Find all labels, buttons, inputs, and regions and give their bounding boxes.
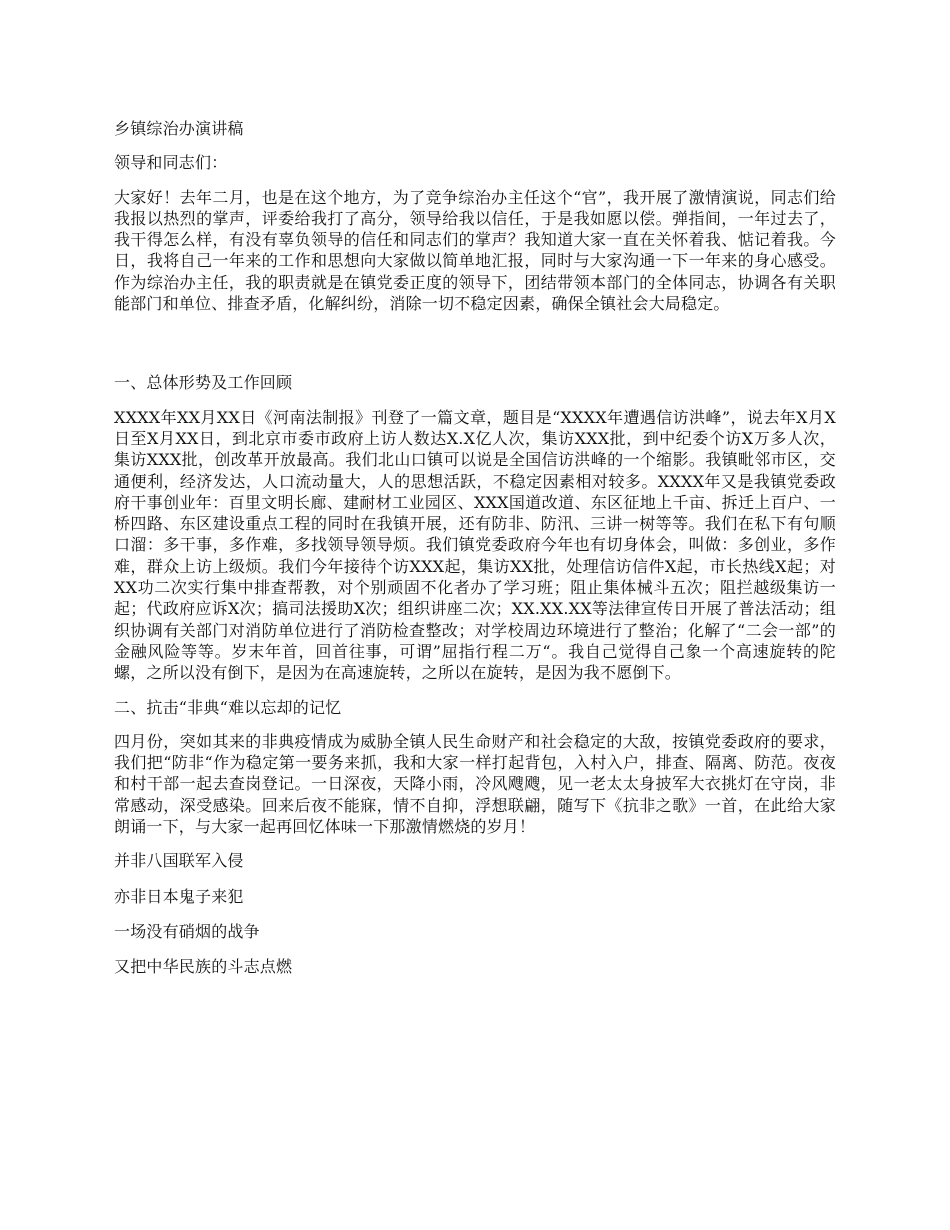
poem-line: 亦非日本鬼子来犯	[114, 886, 244, 906]
poem-line: 一场没有硝烟的战争	[114, 921, 260, 941]
document-title: 乡镇综治办演讲稿	[114, 119, 244, 138]
section-heading-sars: 二、抗击“非典“难以忘却的记忆	[114, 697, 342, 717]
sars-paragraph: 四月份，突如其来的非典疫情成为威胁全镇人民生命财产和社会稳定的大敌，按镇党委政府的要求，我们把“防非“作为稳定第一要务来抓，我和大家一样打起背包，入村入户，排查、隔离、防范。夜夜和村干部一起去查岗登记。一日深夜，天降小雨，冷风飕飕，见一老太太身披军大衣挑灯在守岗，非常感动，深受感染。回来后夜不能寐，情不自抑，浮想联翩，随写下《抗非之歌》一首，在此给大家朗诵一下，与大家一起再回忆体味一下那激情燃烧的岁月！	[114, 731, 836, 837]
opening-paragraph: 大家好！去年二月，也是在这个地方，为了竞争综治办主任这个“官”，我开展了激情演说，同志们给我报以热烈的掌声，评委给我打了高分，领导给我以信任，于是我如愿以偿。弹指间，一年过去了，我干得怎么样，有没有辜负领导的信任和同志们的掌声？我知道大家一直在关怀着我、惦记着我。今日，我将自己一年来的工作和思想向大家做以简单地汇报，同时与大家沟通一下一年来的身心感受。作为综治办主任，我的职责就是在镇党委正度的领导下，团结带领本部门的全体同志，协调各有关职能部门和单位、排查矛盾，化解纠纷，消除一切不稳定因素，确保全镇社会大局稳定。	[114, 187, 836, 314]
document-page	[114, 118, 836, 992]
poem-line: 并非八国联军入侵	[114, 851, 244, 871]
poem-line: 又把中华民族的斗志点燃	[114, 957, 293, 977]
salutation: 领导和同志们：	[114, 153, 228, 173]
overview-paragraph: XXXX年XX月XX日《河南法制报》刊登了一篇文章，题目是“XXXX年遭遇信访洪峰”，说去年X月X日至X月XX日，到北京市委市政府上访人数达X.X亿人次，集访XXX批，到中纪委个访X万多人次，集访XXX批，创改革开放最高。我们北山口镇可以说是全国信访洪峰的一个缩影。我镇毗邻市区，交通便利，经济发达，人口流动量大，人的思想活跃，不稳定因素相对较多。XXXX年又是我镇党委政府干事创业年：百里文明长廊、建耐材工业园区、XXX国道改道、东区征地上千亩、拆迁上百户、一桥四路、东区建设重点工程的同时在我镇开展，还有防非、防汛、三讲一树等等。我们在私下有句顺口溜：多干事，多作难，多找领导领导烦。我们镇党委政府今年也有切身体会，叫做：多创业，多作难，群众上访上级烦。我们今年接待个访XXX起，集访XX批，处理信访信件X起，市长热线X起；对XX功二次实行集中排查帮教，对个别顽固不化者办了学习班；阻止集体械斗五次；阻拦越级集访一起；代政府应诉X次；搞司法援助X次；组织讲座二次；XX.XX.XX等法律宣传日开展了普法活动；组织协调有关部门对消防单位进行了消防检查整改；对学校周边环境进行了整治；化解了“二会一部”的金融风险等等。岁末年首，回首往事，可谓”屈指行程二万“。我自己觉得自己象一个高速旋转的陀螺，之所以没有倒下，是因为在高速旋转，之所以在旋转，是因为我不愿倒下。	[114, 407, 836, 683]
section-heading-overview: 一、总体形势及工作回顾	[114, 373, 293, 393]
